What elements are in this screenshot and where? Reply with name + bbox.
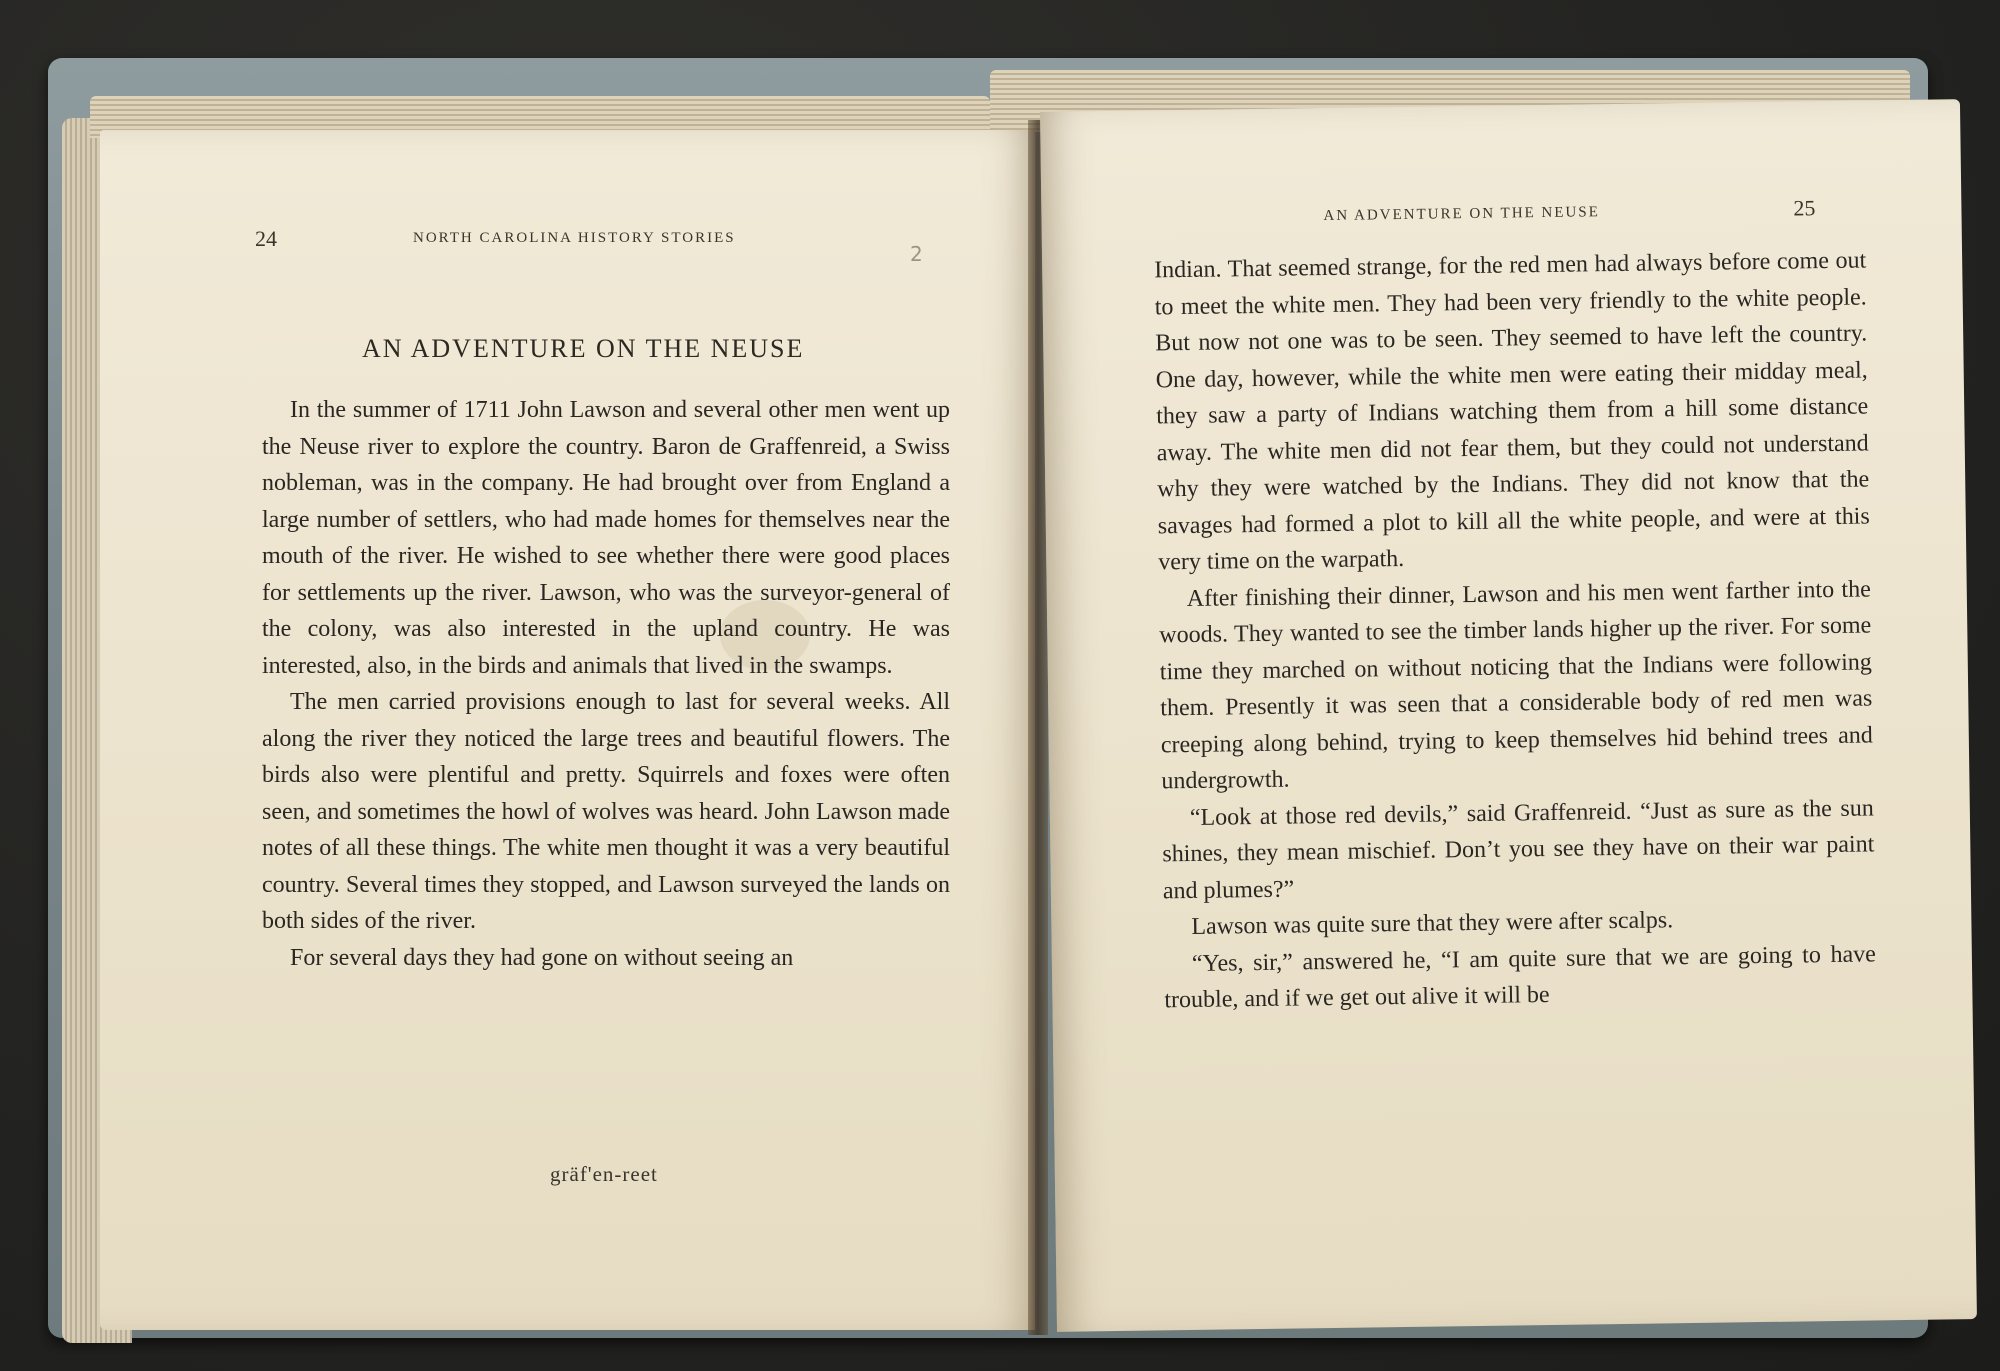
paragraph: “Look at those red devils,” said Graffenreid. “Just as sure as the sun shines, they mean mischief. Don’t you see they have on their war paint and plumes?” — [1162, 794, 1875, 904]
right-page — [1040, 99, 1977, 1332]
left-page-body — [262, 392, 950, 976]
paragraph: “Yes, sir,” answered he, “I am quite sure that we are going to have trouble, and if we get out alive it will be — [1164, 940, 1877, 1014]
chapter-title: AN ADVENTURE ON THE NEUSE — [362, 334, 805, 363]
paragraph: Indian. That seemed strange, for the red men had always before come out to meet the white men. They had been very friendly to the white people. But now not one was to be seen. They seemed to have left the country. One day, however, while the white men were eating their midday meal, they saw a party of Indians watching them from a hill some distance away. The white men did not fear them, but they could not understand why they were watched by the Indians. They did not know that the savages had formed a plot to kill all the white people, and were at this very time on the warpath. — [1154, 247, 1870, 576]
paragraph: For several days they had gone on without seeing an — [290, 944, 794, 971]
paragraph: In the summer of 1711 John Lawson and several other men went up the Neuse river to explore the country. Baron de Graffenreid, a Swiss nobleman, was in the company. He had brought over from England a large number of settlers, who had made homes for themselves near the mouth of the river. He wished to see whether there were good places for settlements up the river. Lawson, who was the surveyor-general of the colony, was also interested in the upland country. He was interested, also, in the birds and animals that lived in the swamps. — [262, 397, 950, 679]
right-page-body — [1154, 242, 1877, 1018]
page-number: 24 — [255, 226, 277, 251]
paragraph: The men carried provisions enough to last for several weeks. All along the river they noticed the large trees and beautiful flowers. The birds also were plentiful and pretty. Squirrels and foxes were often seen, and sometimes the howl of wolves was heard. John Lawson made notes of all these things. The white men thought it was a very beautiful country. Several times they stopped, and Lawson surveyed the lands on both sides of the river. — [262, 689, 950, 934]
paragraph: Lawson was quite sure that they were after scalps. — [1191, 907, 1674, 940]
running-head: NORTH CAROLINA HISTORY STORIES — [413, 230, 736, 246]
pencil-mark: 2 — [910, 242, 923, 266]
running-head: AN ADVENTURE ON THE NEUSE — [1323, 204, 1600, 225]
left-page — [100, 130, 1035, 1330]
pronunciation-footnote: gräf'en-reet — [550, 1162, 658, 1186]
page-number: 25 — [1793, 195, 1816, 221]
paragraph: After finishing their dinner, Lawson and his men went farther into the woods. They wanted to see the timber lands higher up the river. For some time they marched on without noticing that the Indians were following them. Presently it was seen that a considerable body of red men was creeping along behind, trying to keep themselves hid behind trees and undergrowth. — [1159, 575, 1873, 795]
